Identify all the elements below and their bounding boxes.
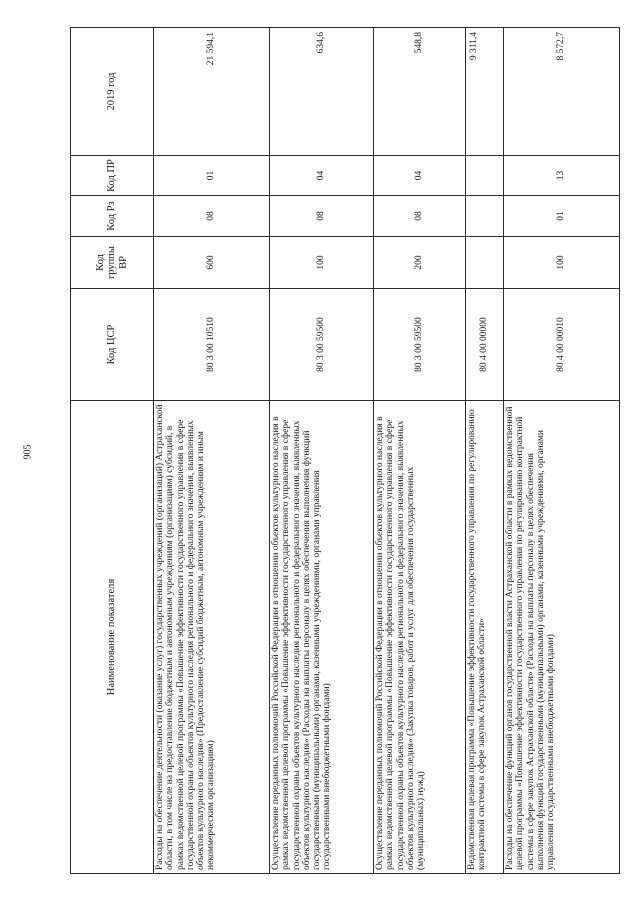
row-csr: 80 4 00 00010 <box>504 289 620 401</box>
row-csr: 80 3 00 59500 <box>374 289 466 401</box>
row-pr <box>466 156 504 196</box>
row-rz: 08 <box>374 196 466 237</box>
header-year: 2019 год <box>71 28 154 156</box>
row-name: Осуществление переданных полномочий Российской Федерации в отношении объектов культурного наследия в рамках ведомственной целевой программы «Повышение эффективности государственного управления в сфере государственной охраны объектов культурного наследия регионального и федерального значения, выявленных объектов культурного наследия» (Расходы на выплаты персоналу в целях обеспечения выполнения функций государственными (муниципальными) органами, казенными учреждениями, органами управления государственными внебюджетными фондами) <box>270 401 374 874</box>
table-row <box>374 28 466 874</box>
page-number: 905 <box>22 444 34 460</box>
row-pr: 01 <box>154 156 270 196</box>
table-row <box>270 28 374 874</box>
row-csr: 80 4 00 00000 <box>466 289 504 401</box>
row-vr <box>466 237 504 289</box>
row-rz: 08 <box>154 196 270 237</box>
row-pr: 04 <box>270 156 374 196</box>
header-csr: Код ЦСР <box>71 289 154 401</box>
row-name: Осуществление переданных полномочий Российской Федерации в отношении объектов культурного наследия в рамках ведомственной целевой программы «Повышение эффективности государственного управления в сфере государственной охраны объектов культурного наследия регионального и федерального значения, выявленных объектов культурного наследия» (Закупка товаров, работ и услуг для обеспечения государственных (муниципальных) нужд) <box>374 401 466 874</box>
header-pr: Код ПР <box>71 156 154 196</box>
table-row <box>504 28 620 874</box>
row-csr: 80 3 00 10510 <box>154 289 270 401</box>
row-vr: 600 <box>154 237 270 289</box>
table-header-row <box>71 28 154 874</box>
row-pr: 04 <box>374 156 466 196</box>
row-value: 8 572,7 <box>504 28 620 156</box>
header-name: Наименование показателя <box>71 401 154 874</box>
row-rz: 08 <box>270 196 374 237</box>
row-value: 634,6 <box>270 28 374 156</box>
row-rz: 01 <box>504 196 620 237</box>
header-rz: Код Рз <box>71 196 154 237</box>
row-value: 9 311,4 <box>466 28 504 156</box>
table-row <box>466 28 504 874</box>
row-name: Ведомственная целевая программа «Повышение эффективности государственного управления по регулированию контрактной системы в сфере закупок Астраханской области» <box>466 401 504 874</box>
table-row <box>154 28 270 874</box>
row-value: 548,8 <box>374 28 466 156</box>
row-name: Расходы на обеспечение деятельности (оказание услуг) государственных учреждений (организаций) Астраханской области, в том числе на предоставление бюджетным и автономным учреждениям (организациям) субсидий, в рамках ведомственной целевой программы «Повышение эффективности государственного управления в сфере государственной охраны объектов культурного наследия регионального и федерального значения, выявленных объектов культурного наследия» (Предоставление субсидий бюджетным, автономным учреждениям и иным некоммерческим организациям) <box>154 401 270 874</box>
header-vr: Код группы ВР <box>71 237 154 289</box>
row-value: 21 594,1 <box>154 28 270 156</box>
budget-table-container <box>70 28 618 874</box>
budget-table <box>70 27 620 874</box>
row-vr: 100 <box>504 237 620 289</box>
row-pr: 13 <box>504 156 620 196</box>
row-vr: 100 <box>270 237 374 289</box>
row-vr: 200 <box>374 237 466 289</box>
row-rz <box>466 196 504 237</box>
row-name: Расходы на обеспечение функций органов государственной власти Астраханской области в рамках ведомственной целевой программы «Повышение эффективности государственного управления по регулированию контрактной системы в сфере закупок Астраханской области» (Расходы на выплаты персоналу в целях обеспечения выполнения функций государственными (муниципальными) органами, казенными учреждениями, органами управления государственными внебюджетными фондами) <box>504 401 620 874</box>
row-csr: 80 3 00 59500 <box>270 289 374 401</box>
